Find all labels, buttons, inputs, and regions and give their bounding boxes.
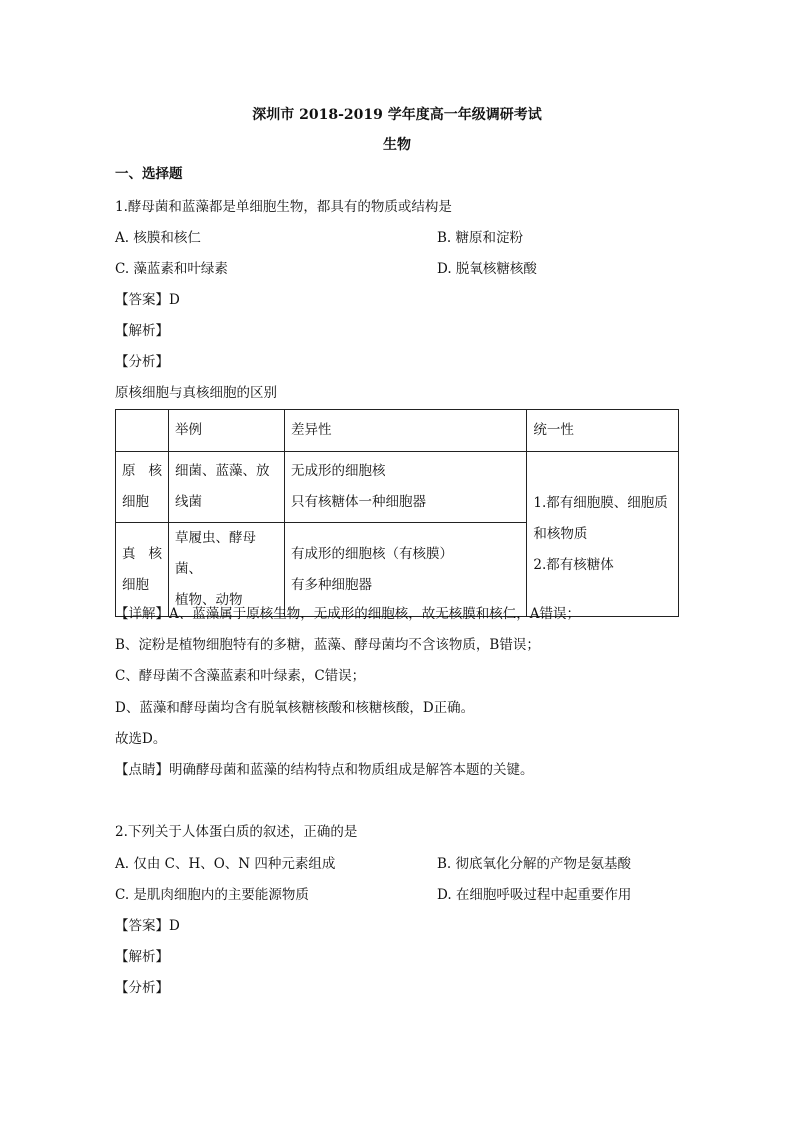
q2-option-a: A. 仅由 C、H、O、N 四种元素组成 — [115, 856, 336, 872]
subject-title: 生物 — [383, 137, 411, 153]
table-header-difference: 差异性 — [285, 410, 527, 452]
cell-example-eukaryote: 草履虫、酵母菌、 植物、动物 — [169, 523, 285, 617]
q1-jiexi-label: 【解析】 — [115, 323, 169, 339]
q1-option-d: D. 脱氧核糖核酸 — [437, 261, 537, 277]
section-heading: 一、选择题 — [115, 166, 183, 182]
q2-option-c: C. 是肌肉细胞内的主要能源物质 — [115, 887, 309, 903]
q1-answer: 【答案】D — [115, 292, 180, 308]
q2-fenxi-label: 【分析】 — [115, 980, 169, 996]
detail-line-6: 【点睛】明确酵母菌和蓝藻的结构特点和物质组成是解答本题的关键。 — [115, 762, 534, 778]
comparison-table — [115, 409, 679, 617]
q1-stem: 1.酵母菌和蓝藻都是单细胞生物，都具有的物质或结构是 — [115, 199, 452, 215]
q1-option-b: B. 糖原和淀粉 — [437, 230, 524, 246]
table-header-empty — [116, 410, 169, 452]
detail-line-1: 【详解】A、蓝藻属于原核生物，无成形的细胞核，故无核膜和核仁，A错误； — [115, 606, 580, 622]
cell-unity: 1.都有细胞膜、细胞质 和核物质 2.都有核糖体 — [527, 452, 679, 617]
table-header-row — [116, 410, 679, 452]
detail-line-5: 故选D。 — [115, 731, 167, 747]
cell-example-prokaryote: 细菌、蓝藻、放 线菌 — [169, 452, 285, 523]
q1-fenxi-label: 【分析】 — [115, 354, 169, 370]
cell-difference-prokaryote: 无成形的细胞核 只有核糖体一种细胞器 — [285, 452, 527, 523]
cell-difference-eukaryote: 有成形的细胞核（有核膜） 有多种细胞器 — [285, 523, 527, 617]
table-header-unity: 统一性 — [527, 410, 679, 452]
cell-type-prokaryote: 原 核 细胞 — [116, 452, 169, 523]
cell-type-eukaryote: 真 核 细胞 — [116, 523, 169, 617]
exam-title: 深圳市 2018-2019 学年度高一年级调研考试 — [252, 107, 542, 123]
table-row-prokaryote — [116, 452, 679, 523]
q2-option-b: B. 彻底氧化分解的产物是氨基酸 — [437, 856, 632, 872]
q2-stem: 2.下列关于人体蛋白质的叙述，正确的是 — [115, 824, 358, 840]
q1-option-a: A. 核膜和核仁 — [115, 230, 201, 246]
q1-option-c: C. 藻蓝素和叶绿素 — [115, 261, 228, 277]
q2-option-d: D. 在细胞呼吸过程中起重要作用 — [437, 887, 632, 903]
q2-jiexi-label: 【解析】 — [115, 949, 169, 965]
q2-answer: 【答案】D — [115, 918, 180, 934]
detail-line-4: D、蓝藻和酵母菌均含有脱氧核糖核酸和核糖核酸，D正确。 — [115, 700, 475, 716]
detail-line-3: C、酵母菌不含藻蓝素和叶绿素，C错误； — [115, 668, 366, 684]
table-header-example: 举例 — [169, 410, 285, 452]
table-caption: 原核细胞与真核细胞的区别 — [115, 385, 277, 401]
detail-line-2: B、淀粉是植物细胞特有的多糖，蓝藻、酵母菌均不含该物质，B错误； — [115, 637, 540, 653]
